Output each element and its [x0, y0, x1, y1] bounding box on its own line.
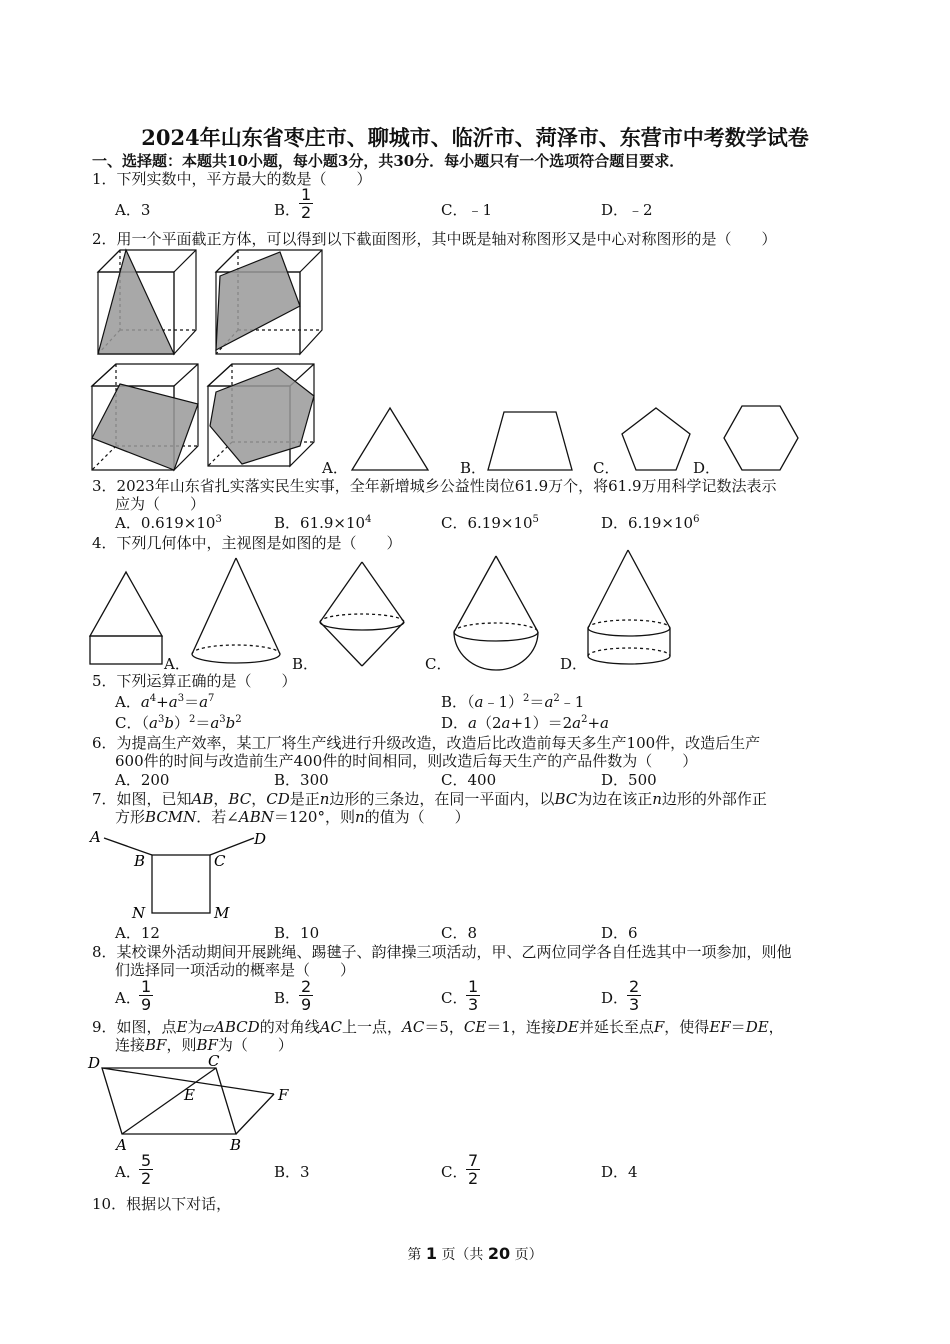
q7-option-a: A．12	[115, 924, 160, 942]
q4-option-b: B．	[292, 655, 319, 673]
q9-option-d: D．4	[601, 1163, 638, 1181]
q3-option-b	[274, 514, 371, 532]
numerator: 1	[468, 977, 479, 996]
denominator: 2	[141, 1169, 152, 1188]
q4-front-view-figure	[88, 570, 168, 668]
q7-square-figure	[88, 826, 278, 926]
label-b: B	[134, 852, 146, 870]
q9-stem: 9．如图，点E为▱ABCD的对角线AC上一点，AC＝5，CE＝1，连接DE并延长至点F，使得EF＝DE，	[92, 1018, 784, 1036]
label-d: D	[88, 1054, 101, 1072]
q3-option-d-exponent: 6	[693, 514, 700, 525]
q8-option-b-fraction	[299, 978, 313, 1013]
numerator: 2	[301, 977, 312, 996]
q2-option-b: B．	[460, 459, 487, 477]
q5-option-c-label: C．	[115, 714, 142, 732]
q8-option-c-fraction	[466, 978, 480, 1013]
q7-option-c: C．8	[441, 924, 478, 942]
q1-option-a: A．3	[115, 201, 151, 219]
q6-option-d: D．500	[601, 771, 657, 789]
label-b: B	[230, 1136, 242, 1154]
q1-option-b-label: B．	[274, 201, 301, 219]
q6-stem: 6．为提高生产效率，某工厂将生产线进行升级改造，改造后比改造前每天多生产100件，改造后生产	[92, 734, 761, 752]
denominator: 3	[468, 995, 479, 1014]
q4-option-a: A．	[164, 655, 190, 673]
label-a: A	[116, 1136, 127, 1154]
q9-parallelogram-figure	[86, 1052, 296, 1154]
label-d: D	[254, 830, 267, 848]
q3-option-a	[115, 514, 222, 532]
q1-stem: 1．下列实数中，平方最大的数是（ ）	[92, 170, 372, 188]
numerator: 2	[629, 977, 640, 996]
q4-option-d-cone-on-cylinder	[584, 548, 676, 674]
q5-option-b-label: B．	[441, 693, 468, 711]
q5-option-d: D．$a(2a+1)=2a^2+a$	[441, 714, 609, 732]
denominator: 9	[141, 995, 152, 1014]
q2-option-a-triangle	[352, 404, 432, 474]
numerator: 7	[468, 1151, 479, 1170]
q3-stem: 3．2023年山东省扎实落实民生实事，全年新增城乡公益性岗位61.9万个，将61.9万用科学记数法表示	[92, 477, 777, 495]
q2-option-d: D．	[693, 459, 721, 477]
q2-stem: 2．用一个平面截正方体，可以得到以下截面图形，其中既是轴对称图形又是中心对称图形的是（ ）	[92, 230, 777, 248]
footer-mid: 页（共	[441, 1247, 484, 1263]
q1-option-c: C．﹣1	[441, 201, 493, 219]
label-m: M	[214, 904, 230, 922]
q3-option-a-exponent: 3	[215, 514, 222, 525]
q2-option-d-hexagon	[722, 404, 802, 472]
q3-option-c	[441, 514, 539, 532]
q10-stem: 10．根据以下对话，	[92, 1195, 232, 1213]
q9-option-b: B．3	[274, 1163, 310, 1181]
q8-option-a-label: A．	[115, 989, 141, 1007]
denominator: 3	[629, 995, 640, 1014]
q2-option-a: A．	[322, 459, 348, 477]
q6-option-a: A．200	[115, 771, 170, 789]
q2-option-c-pentagon	[620, 406, 694, 472]
q5-option-a: A．$a^4+a^3=a^7$	[115, 693, 215, 711]
numerator: 5	[141, 1151, 152, 1170]
q5-option-b: B．$(a﹣1)^2=a^2﹣1$	[441, 693, 585, 711]
label-e: E	[184, 1086, 195, 1104]
q3-option-c-exponent: 5	[532, 514, 539, 525]
q8-option-d-label: D．	[601, 989, 629, 1007]
q3-option-d	[601, 514, 699, 532]
label-a: A	[90, 828, 101, 846]
q6-option-b: B．300	[274, 771, 329, 789]
q4-option-d: D．	[560, 655, 588, 673]
q8-option-d-fraction	[627, 978, 641, 1013]
section-heading: 一、选择题：本题共10小题，每小题3分，共30分．每小题只有一个选项符合题目要求．	[92, 152, 685, 170]
q8-option-b-label: B．	[274, 989, 301, 1007]
q3-option-d-text: D．6.19×10	[601, 514, 694, 532]
q2-option-c: C．	[593, 459, 620, 477]
q7-option-d: D．6	[601, 924, 638, 942]
q1-option-b-fraction	[299, 186, 313, 221]
numerator: 1	[141, 977, 152, 996]
q4-option-a-cone	[188, 556, 284, 670]
q3-option-a-text: A．0.619×10	[115, 514, 216, 532]
q8-option-a-fraction	[139, 978, 153, 1013]
q3-option-b-text: B．61.9×10	[274, 514, 366, 532]
q7-stem: 7．如图，已知AB，BC，CD是正n边形的三条边，在同一平面内，以BC为边在该正n边形的外部作正	[92, 790, 767, 808]
q5-option-c: C．$(a^3b)^2=a^3b^2$	[115, 714, 242, 732]
q9-option-a-label: A．	[115, 1163, 141, 1181]
q7-stem-cont: 方形BCMN．若∠ABN＝120°，则n的值为（ ）	[115, 808, 470, 826]
q8-option-c-label: C．	[441, 989, 468, 1007]
q7-option-b: B．10	[274, 924, 320, 942]
q5-stem: 5．下列运算正确的是（ ）	[92, 672, 297, 690]
q6-option-c: C．400	[441, 771, 497, 789]
q9-option-a-fraction	[139, 1152, 153, 1187]
q6-stem-cont: 600件的时间与改造前生产400件的时间相同，则改造后每天生产的产品件数为（ ）	[115, 752, 698, 770]
q4-stem: 4．下列几何体中，主视图是如图的是（ ）	[92, 534, 402, 552]
q3-option-b-exponent: 4	[365, 514, 372, 525]
q8-stem-cont: 们选择同一项活动的概率是（ ）	[115, 961, 356, 979]
q2-cube-sections-figure	[90, 246, 330, 472]
denominator: 2	[468, 1169, 479, 1188]
q4-option-b-double-cone	[316, 560, 408, 670]
label-n: N	[132, 904, 146, 922]
numerator: 1	[301, 185, 312, 204]
q1-option-d: D．﹣2	[601, 201, 653, 219]
label-f: F	[278, 1086, 289, 1104]
q4-option-c-cone-on-hemisphere	[450, 554, 544, 674]
footer-total-pages: 20	[487, 1244, 511, 1263]
q3-option-c-text: C．6.19×10	[441, 514, 533, 532]
page-title: 2024年山东省枣庄市、聊城市、临沂市、菏泽市、东营市中考数学试卷	[141, 125, 809, 150]
denominator: 2	[301, 203, 312, 222]
q9-option-c-label: C．	[441, 1163, 468, 1181]
page-footer	[0, 1244, 950, 1264]
q4-option-c: C．	[425, 655, 452, 673]
footer-page-number: 1	[425, 1244, 437, 1263]
q2-option-b-trapezoid	[486, 410, 576, 472]
q5-option-a-label: A．	[115, 693, 141, 711]
label-c: C	[208, 1052, 220, 1070]
footer-post: 页）	[514, 1247, 543, 1263]
q3-stem-cont: 应为（ ）	[115, 495, 206, 513]
label-c: C	[214, 852, 226, 870]
footer-pre: 第	[407, 1247, 422, 1263]
q8-stem: 8．某校课外活动期间开展跳绳、踢毽子、韵律操三项活动，甲、乙两位同学各自任选其中一项参加，则他	[92, 943, 792, 961]
denominator: 9	[301, 995, 312, 1014]
q9-stem-cont: 连接BF，则BF为（ ）	[115, 1036, 293, 1054]
q5-option-d-label: D．	[441, 714, 469, 732]
q9-option-c-fraction	[466, 1152, 480, 1187]
